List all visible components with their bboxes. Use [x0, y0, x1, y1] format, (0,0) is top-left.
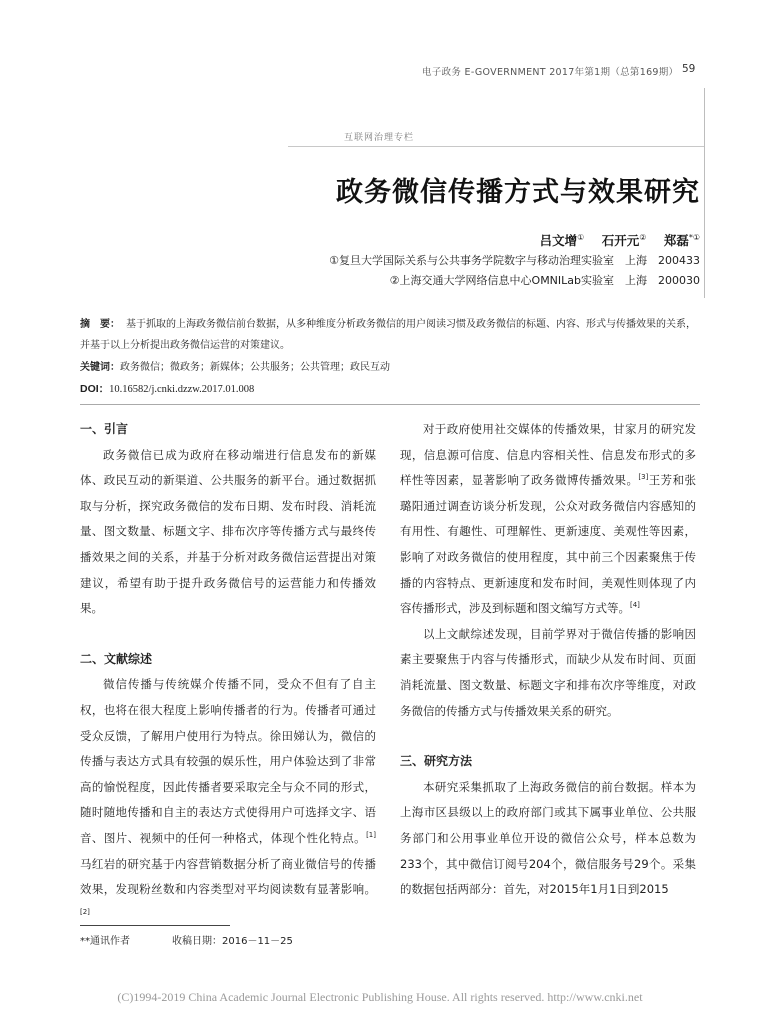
paragraph-text: 对于政府使用社交媒体的传播效果，甘家月的研究发现，信息源可信度、信息内容相关性、信息发布形式的多样性等因素，显著影响了政务微博传播效果。 — [400, 422, 696, 488]
doi-label: DOI： — [80, 383, 110, 395]
section-heading: 二、文献综述 — [80, 651, 153, 666]
page-number: 59 — [682, 63, 696, 75]
author-affiliation-mark: ① — [577, 232, 585, 242]
article-title: 政务微信传播方式与效果研究 — [336, 177, 700, 208]
doi — [80, 381, 254, 396]
column-label: 互联网治理专栏 — [344, 133, 415, 143]
paragraph: 以上文献综述发现，目前学界对于微信传播的影响因素主要聚焦于内容与传播形式，而缺少从发布时间、页面消耗流量、图文数量、标题文字和排布次序等维度，对政务微信的传播方式与传播效果关系的研究。 — [400, 626, 696, 718]
received-date: 收稿日期：2016－11－25 — [172, 936, 293, 947]
paragraph: 政务微信已成为政府在移动端进行信息发布的新媒体、政民互动的新渠道、公共服务的新平台。通过数据抓取与分析，探究政务微信的发布日期、发布时段、消耗流量、图文数量、标题文字、排布次序等传播方式与最终传播效果之间的关系，并基于分析对政务微信运营提出对策建议，希望有助于提升政务微信号的运营能力和传播效果。 — [80, 447, 376, 616]
keywords — [80, 358, 700, 373]
affiliation-1: ①复旦大学国际关系与公共事务学院数字与移动治理实验室 上海 200433 — [329, 254, 700, 267]
footnote-rule — [80, 925, 230, 926]
citation-marker[interactable]: [3] — [638, 473, 649, 482]
paragraph — [80, 672, 376, 928]
keywords-text: 政务微信；微政务；新媒体；公共服务；公共管理；政民互动 — [120, 362, 390, 373]
doi-link[interactable]: 10.16582/j.cnki.dzzw.2017.01.008 — [109, 384, 255, 395]
section-divider — [80, 404, 700, 405]
paragraph — [400, 417, 696, 622]
citation-marker[interactable]: [4] — [630, 601, 640, 610]
abstract-label: 摘 要： — [80, 319, 120, 330]
header-horizontal-rule — [288, 146, 704, 147]
citation-marker[interactable]: [2] — [80, 907, 90, 916]
author-affiliation-mark: *① — [688, 232, 700, 242]
abstract — [80, 314, 700, 356]
body-left-column — [80, 417, 376, 928]
citation-marker[interactable]: [1] — [366, 831, 376, 840]
author-list — [410, 231, 700, 249]
paragraph: 本研究采集抓取了上海政务微信的前台数据。样本为上海市区县级以上的政府部门或其下属事业单位、公共服务部门和公用事业单位开设的微信公众号，样本总数为233个，其中微信订阅号204个，微信服务号29个。采集的数据包括两部分：首先，对2015年1月1日到2015 — [400, 779, 696, 897]
author-name: 吕文增 — [539, 233, 578, 248]
header-vertical-rule — [704, 88, 705, 298]
paragraph-text: 王芳和张璐阳通过调查访谈分析发现，公众对政务微信内容感知的有用性、有趣性、可理解性、更新速度、美观性等因素，影响了对政务微信的使用程度，其中前三个因素聚焦于传播的内容特点、更新速度和发布时间，美观性则体现了内容传播形式，涉及到标题和图文编写方式等。 — [400, 473, 697, 616]
footnote — [80, 932, 335, 947]
paragraph-text: 微信传播与传统媒介传播不同，受众不但有了自主权，也将在很大程度上影响传播者的行为。传播者可通过受众反馈，了解用户使用行为特点。徐田娣认为，微信的传播与表达方式具有较强的娱乐性，用户体验达到了非常高的愉悦程度，因此传播者要采取完全与众不同的形式，随时随地传播和自主的表达方式使得用户可选择文字、语音、图片、视频中的任何一种格式，体现个性化特点。 — [80, 677, 376, 845]
paragraph-text: 马红岩的研究基于内容营销数据分析了商业微信号的传播效果，发现粉丝数和内容类型对平均阅读数有显著影响。 — [80, 856, 376, 897]
author-name: 石开元 — [601, 233, 640, 248]
copyright-notice: (C)1994-2019 China Academic Journal Electronic Publishing House. All rights reserved. http://www.cnki.net — [117, 990, 643, 1004]
keywords-label: 关键词： — [80, 362, 120, 373]
journal-header: 电子政务 E-GOVERNMENT 2017年第1期（总第169期） — [422, 67, 679, 78]
body-right-column — [400, 417, 696, 903]
author-name: 郑磊 — [663, 233, 689, 248]
author-affiliation-mark: ② — [639, 232, 647, 242]
section-heading: 三、研究方法 — [400, 754, 473, 769]
corresponding-author-note: **通讯作者 — [80, 936, 130, 947]
affiliation-2: ②上海交通大学网络信息中心OMNILab实验室 上海 200030 — [389, 274, 700, 287]
abstract-text: 基于抓取的上海政务微信前台数据，从多种维度分析政务微信的用户阅读习惯及政务微信的标题、内容、形式与传播效果的关系，并基于以上分析提出政务微信运营的对策建议。 — [80, 319, 696, 351]
section-heading: 一、引言 — [80, 422, 129, 436]
